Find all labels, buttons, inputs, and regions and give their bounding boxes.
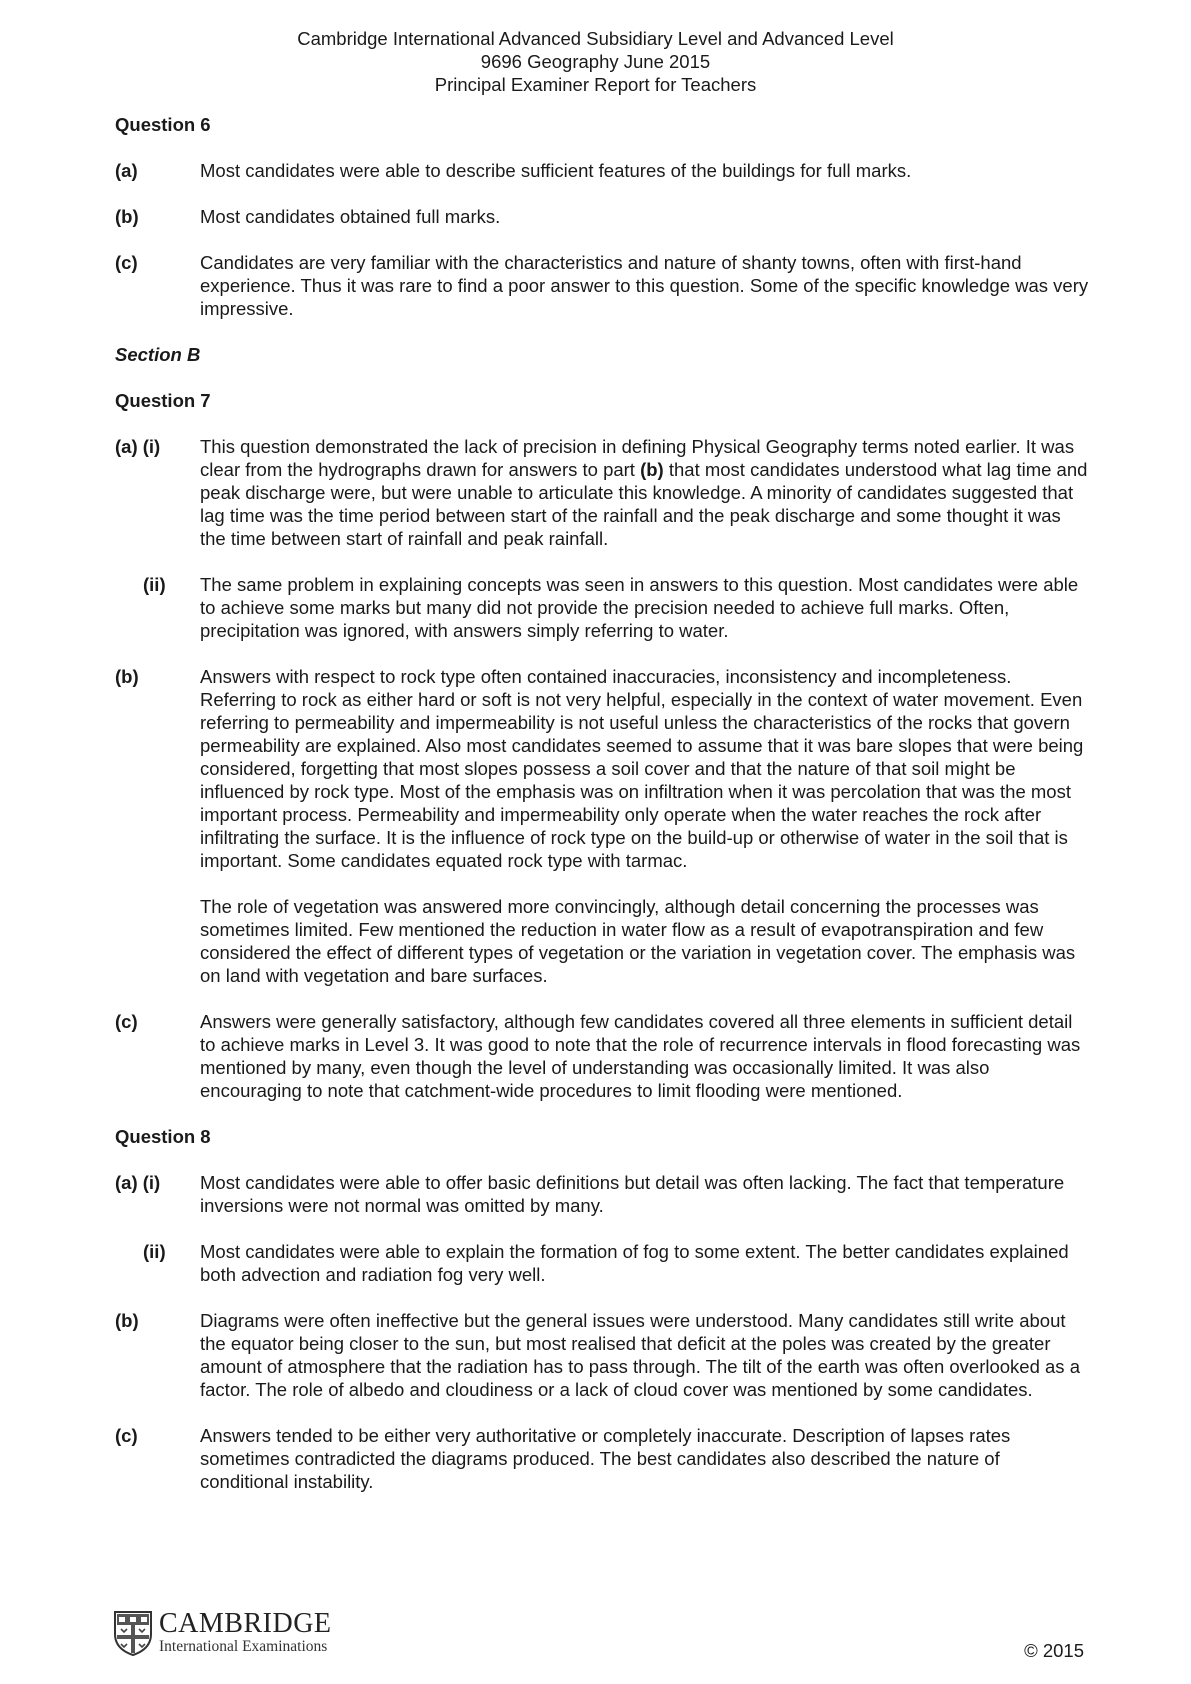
header-qualification: Cambridge International Advanced Subsidiary Level and Advanced Level [297,28,894,49]
question-8-heading: Question 8 [115,1126,211,1147]
q8-part-b [115,1309,1090,1401]
q7-part-b [115,665,1090,987]
q8-part-b-label: (b) [115,1310,139,1331]
header-report-title: Principal Examiner Report for Teachers [434,74,757,95]
q8-part-b-text: Diagrams were often ineffective but the general issues were understood. Many candidates still write about the equator being closer to the sun, but most realised that deficit at the poles was created by the greater amount of atmosphere that the radiation has to pass through. The tilt of the earth was often overlooked as a factor. The role of albedo and cloudiness or a lack of cloud cover was mentioned by some candidates. [200,1310,1080,1400]
q7-part-a-ii-text: The same problem in explaining concepts was seen in answers to this question. Most candidates were able to achieve some marks but many did not provide the precision needed to achieve full marks. Often, precipitation was ignored, with answers simply referring to water. [200,574,1079,641]
question-7-heading: Question 7 [115,390,211,411]
q6-part-c-label: (c) [115,252,138,273]
report-header [0,27,1191,96]
question-6-heading: Question 6 [115,114,211,135]
q7-part-c-text: Answers were generally satisfactory, although few candidates covered all three elements in sufficient detail to achieve marks in Level 3. It was good to note that the role of recurrence intervals in flood forecasting was mentioned by many, even though the level of understanding was occasionally limited. It was also encouraging to note that catchment-wide procedures to limit flooding were mentioned. [200,1011,1081,1101]
q6-part-b-label: (b) [115,206,139,227]
q7-part-b-label: (b) [115,666,139,687]
q6-part-c [115,251,1090,320]
q7-part-b-text [200,665,1090,987]
cambridge-crest-icon [113,1610,153,1656]
q8-part-a-i-label: (a) (i) [115,1172,161,1193]
q6-part-a [115,159,1090,182]
q8-part-a-ii [115,1240,1090,1286]
q8-part-c-label: (c) [115,1425,138,1446]
q8-part-a-ii-label: (ii) [143,1241,166,1262]
header-syllabus: 9696 Geography June 2015 [480,51,711,72]
q7-part-a-i-text [200,435,1090,550]
report-body [115,113,1090,1516]
cambridge-logo [113,1610,332,1656]
q6-part-b [115,205,1090,228]
q8-part-c [115,1424,1090,1493]
q8-part-a-i-text: Most candidates were able to offer basic definitions but detail was often lacking. The fact that temperature inversions were not normal was omitted by many. [200,1172,1065,1216]
logo-wordmark [159,1610,332,1656]
q8-part-a-i [115,1171,1090,1217]
q7-part-c [115,1010,1090,1102]
logo-sub-text: International Examinations [159,1638,328,1655]
q7-part-c-label: (c) [115,1011,138,1032]
q7-part-a-i [115,435,1090,550]
q7-part-a-i-label: (a) (i) [115,436,161,457]
q6-part-b-text: Most candidates obtained full marks. [200,206,501,227]
q7-part-a-ii-label: (ii) [143,574,166,595]
q6-part-a-label: (a) [115,160,138,181]
q7-part-b-paragraph-2: The role of vegetation was answered more convincingly, although detail concerning the processes was sometimes limited. Few mentioned the reduction in water flow as a result of evapotranspiration and few considered the effect of different types of vegetation or the variation in vegetation cover. The emphasis was on land with vegetation and bare surfaces. [200,896,1076,986]
q7-part-a-ii [115,573,1090,642]
q8-part-c-text: Answers tended to be either very authoritative or completely inaccurate. Description of lapses rates sometimes contradicted the diagrams produced. The best candidates also described the nature of conditional instability. [200,1425,1011,1492]
q8-part-a-ii-text: Most candidates were able to explain the formation of fog to some extent. The better candidates explained both advection and radiation fog very well. [200,1241,1069,1285]
q7-part-b-reference: (b) [640,459,664,480]
q7-part-a-i-text-start: This question demonstrated the lack of precision in defining Physical Geography terms noted earlier. It was clear from the hydrographs drawn for answers to part [200,436,1075,480]
section-b-heading: Section B [115,344,201,365]
q7-part-a-i-text-end: that most candidates understood what lag time and peak discharge were, but were unable to articulate this knowledge. A minority of candidates suggested that lag time was the time period between start of the rainfall and the peak discharge and some thought it was the time between start of rainfall and peak rainfall. [200,459,1088,549]
q6-part-a-text: Most candidates were able to describe sufficient features of the buildings for full marks. [200,160,912,181]
copyright-notice: © 2015 [1024,1640,1084,1661]
q7-part-b-paragraph-1: Answers with respect to rock type often contained inaccuracies, inconsistency and incompleteness. Referring to rock as either hard or soft is not very helpful, especially in the context of water movement. Even referring to permeability and impermeability is not useful unless the characteristics of the rocks that govern permeability are explained. Also most candidates seemed to assume that it was bare slopes that were being considered, forgetting that most slopes possess a soil cover and that the nature of that soil might be influenced by rock type. Most of the emphasis was on infiltration when it was percolation that was the most important process. Permeability and impermeability only operate when the water reaches the rock after infiltrating the surface. It is the influence of rock type on the build-up or otherwise of water in the soil that is important. Some candidates equated rock type with tarmac. [200,666,1084,871]
q6-part-c-text: Candidates are very familiar with the characteristics and nature of shanty towns, often with first-hand experience. Thus it was rare to find a poor answer to this question. Some of the specific knowledge was very impressive. [200,252,1089,319]
logo-main-text: CAMBRIDGE [159,1608,332,1639]
